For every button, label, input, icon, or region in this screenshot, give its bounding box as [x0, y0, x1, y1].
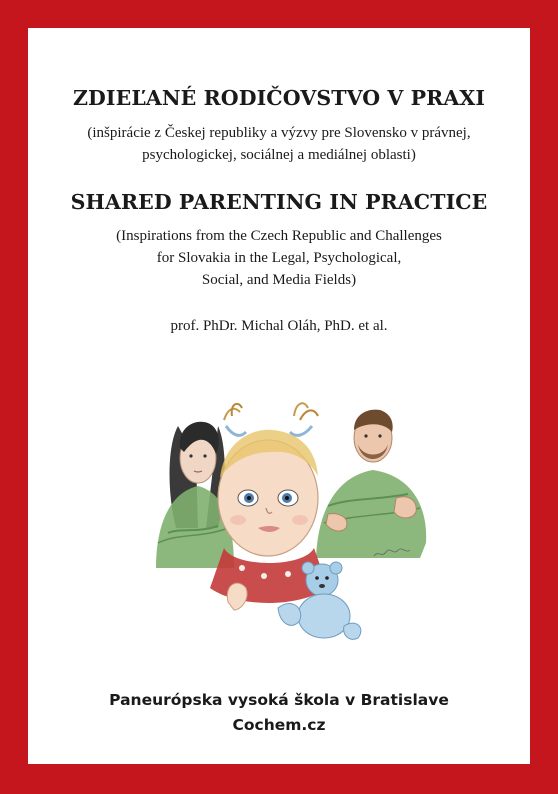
subtitle-english-line-1: (Inspirations from the Czech Republic and Challenges	[116, 228, 442, 244]
title-slovak: ZDIEĽANÉ RODIČOVSTVO V PRAXI	[72, 86, 486, 110]
subtitle-english-line-2: for Slovakia in the Legal, Psychological,	[156, 250, 402, 266]
publisher-website: Cochem.cz	[232, 716, 326, 734]
title-english: SHARED PARENTING IN PRACTICE	[70, 190, 488, 214]
subtitle-slovak-line-2: psychologickej, sociálnej a mediálnej oblasti)	[142, 147, 416, 163]
cover-page	[28, 28, 530, 764]
subtitle-english-line-3: Social, and Media Fields)	[201, 272, 357, 288]
publisher-name: Paneurópska vysoká škola v Bratislave	[109, 691, 449, 709]
father-figure	[316, 410, 426, 558]
author-line: prof. PhDr. Michal Oláh, PhD. et al.	[170, 318, 388, 334]
subtitle-slovak-line-1: (inšpirácie z Českej republiky a výzvy pre Slovensko v právnej,	[87, 125, 471, 141]
publisher-block	[28, 688, 530, 738]
family-illustration	[28, 28, 530, 764]
